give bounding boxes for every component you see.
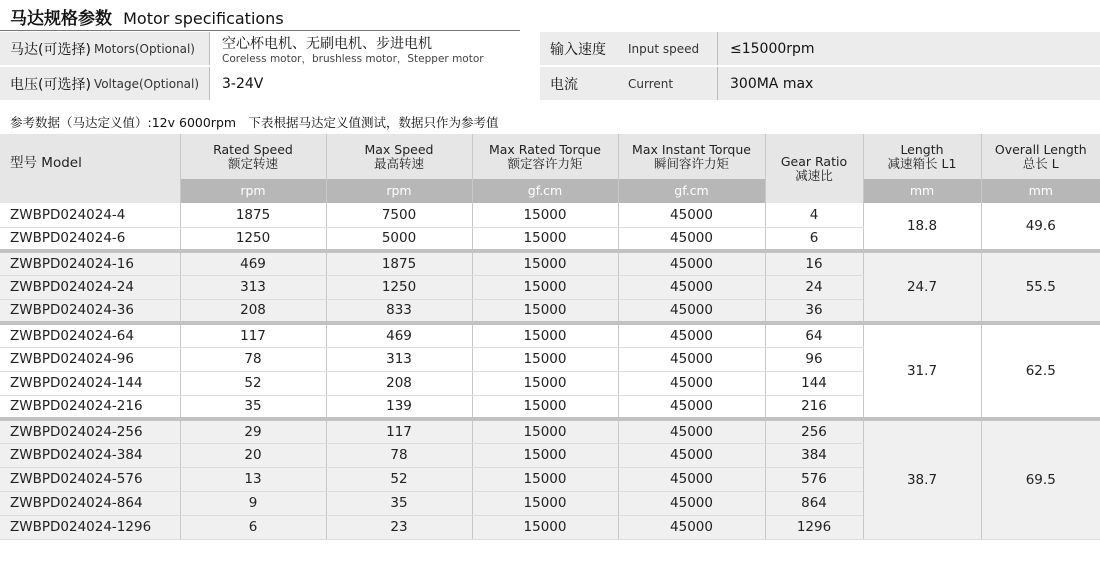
max-rated-torque-cell: 15000	[472, 515, 618, 539]
max-rated-torque-cell: 15000	[472, 275, 618, 299]
unit-cell: rpm	[326, 179, 472, 203]
max-instant-torque-cell: 45000	[618, 467, 765, 491]
max-speed-cell: 1250	[326, 275, 472, 299]
overall-length-cell: 49.6	[981, 203, 1100, 251]
spec-row-motors	[0, 32, 520, 67]
table-row	[0, 203, 1100, 227]
header-cn: 减速比	[795, 167, 833, 183]
column-header-rated-speed	[180, 134, 326, 179]
max-rated-torque-cell: 15000	[472, 323, 618, 347]
max-speed-cell: 139	[326, 395, 472, 419]
model-cell: ZWBPD024024-64	[0, 323, 180, 347]
spec-label-en: Voltage(Optional)	[93, 76, 200, 91]
rated-speed-cell: 208	[180, 299, 326, 323]
gear-ratio-cell: 24	[765, 275, 863, 299]
max-speed-cell: 208	[326, 371, 472, 395]
max-speed-cell: 469	[326, 323, 472, 347]
unit-cell: gf.cm	[472, 179, 618, 203]
gear-ratio-cell: 4	[765, 203, 863, 227]
max-speed-cell: 78	[326, 443, 472, 467]
header-cn: 额定容许力矩	[507, 155, 583, 171]
max-rated-torque-cell: 15000	[472, 347, 618, 371]
model-cell: ZWBPD024024-256	[0, 419, 180, 443]
unit-cell: rpm	[180, 179, 326, 203]
max-instant-torque-cell: 45000	[618, 395, 765, 419]
header-en: Max Instant Torque	[632, 141, 751, 157]
rated-speed-cell: 117	[180, 323, 326, 347]
column-header-max-speed	[326, 134, 472, 179]
max-instant-torque-cell: 45000	[618, 419, 765, 443]
model-cell: ZWBPD024024-864	[0, 491, 180, 515]
page-title	[10, 4, 284, 30]
gear-ratio-cell: 6	[765, 227, 863, 251]
max-speed-cell: 23	[326, 515, 472, 539]
max-instant-torque-cell: 45000	[618, 323, 765, 347]
rated-speed-cell: 20	[180, 443, 326, 467]
rated-speed-cell: 52	[180, 371, 326, 395]
spec-label-cn: 电压(可选择)	[10, 76, 91, 93]
spec-value-main: 300MA max	[730, 75, 814, 92]
spec-value-main: ≤15000rpm	[730, 40, 815, 57]
spec-label	[540, 67, 718, 100]
reference-note: 参考数据（马达定义值）:12v 6000rpm 下表根据马达定义值测试，数据只作为参考值	[10, 115, 499, 130]
table-row	[0, 323, 1100, 347]
rated-speed-cell: 1875	[180, 203, 326, 227]
spec-label-cn: 输入速度	[550, 41, 606, 58]
max-speed-cell: 1875	[326, 251, 472, 275]
table-row	[0, 419, 1100, 443]
max-rated-torque-cell: 15000	[472, 251, 618, 275]
header-en: Length	[900, 141, 944, 157]
gear-ratio-cell: 96	[765, 347, 863, 371]
max-instant-torque-cell: 45000	[618, 515, 765, 539]
max-rated-torque-cell: 15000	[472, 467, 618, 491]
spec-value	[718, 67, 1100, 100]
max-speed-cell: 117	[326, 419, 472, 443]
max-instant-torque-cell: 45000	[618, 443, 765, 467]
max-instant-torque-cell: 45000	[618, 275, 765, 299]
model-cell: ZWBPD024024-4	[0, 203, 180, 227]
length-cell: 31.7	[863, 323, 981, 419]
gear-ratio-cell: 144	[765, 371, 863, 395]
rated-speed-cell: 1250	[180, 227, 326, 251]
table-group	[0, 419, 1100, 539]
page-title-cn: 马达规格参数	[10, 9, 112, 29]
rated-speed-cell: 29	[180, 419, 326, 443]
model-cell: ZWBPD024024-16	[0, 251, 180, 275]
header-cn: 额定转速	[227, 155, 278, 171]
header-cn: 最高转速	[373, 155, 424, 171]
gear-ratio-cell: 256	[765, 419, 863, 443]
spec-value	[210, 32, 520, 65]
spec-label	[0, 32, 210, 65]
max-speed-cell: 7500	[326, 203, 472, 227]
gear-ratio-cell: 576	[765, 467, 863, 491]
spec-row-input-speed	[540, 32, 1100, 67]
rated-speed-cell: 9	[180, 491, 326, 515]
header-en: Gear Ratio	[780, 153, 848, 169]
spec-row-voltage	[0, 67, 520, 102]
spec-label-cn: 电流	[550, 76, 578, 93]
column-header-overall-length	[981, 134, 1100, 179]
header-en: Max Rated Torque	[488, 141, 601, 157]
spec-panel-left	[0, 32, 520, 102]
table-header-row	[0, 134, 1100, 179]
max-speed-cell: 35	[326, 491, 472, 515]
max-instant-torque-cell: 45000	[618, 371, 765, 395]
rated-speed-cell: 78	[180, 347, 326, 371]
page-title-en: Motor specifications	[123, 9, 284, 28]
model-cell: ZWBPD024024-384	[0, 443, 180, 467]
rated-speed-cell: 469	[180, 251, 326, 275]
header-cn: 总长 L	[1022, 155, 1059, 171]
gear-ratio-cell: 216	[765, 395, 863, 419]
max-instant-torque-cell: 45000	[618, 251, 765, 275]
overall-length-cell: 69.5	[981, 419, 1100, 539]
rated-speed-cell: 13	[180, 467, 326, 491]
spec-label-en: Input speed	[628, 41, 700, 56]
length-cell: 38.7	[863, 419, 981, 539]
model-cell: ZWBPD024024-96	[0, 347, 180, 371]
model-cell: ZWBPD024024-6	[0, 227, 180, 251]
model-cell: ZWBPD024024-24	[0, 275, 180, 299]
header-en: Max Speed	[364, 141, 434, 157]
spec-table	[0, 134, 1100, 540]
model-cell: ZWBPD024024-576	[0, 467, 180, 491]
max-instant-torque-cell: 45000	[618, 203, 765, 227]
column-header-max-rated-torque	[472, 134, 618, 179]
max-instant-torque-cell: 45000	[618, 347, 765, 371]
gear-ratio-cell: 36	[765, 299, 863, 323]
model-cell: ZWBPD024024-1296	[0, 515, 180, 539]
max-rated-torque-cell: 15000	[472, 395, 618, 419]
model-cell: ZWBPD024024-144	[0, 371, 180, 395]
header-en: Overall Length	[994, 141, 1087, 157]
spec-row-current	[540, 67, 1100, 102]
model-cell: ZWBPD024024-216	[0, 395, 180, 419]
unit-cell: mm	[863, 179, 981, 203]
max-rated-torque-cell: 15000	[472, 491, 618, 515]
table-group	[0, 203, 1100, 251]
rated-speed-cell: 6	[180, 515, 326, 539]
title-divider	[0, 30, 520, 31]
table-group	[0, 251, 1100, 323]
spec-value-main: 空心杯电机、无刷电机、步进电机	[222, 35, 432, 52]
max-rated-torque-cell: 15000	[472, 203, 618, 227]
header-cn: 减速箱长 L1	[887, 155, 957, 171]
gear-ratio-cell: 864	[765, 491, 863, 515]
gear-ratio-cell: 16	[765, 251, 863, 275]
spec-label-en: Current	[628, 76, 674, 91]
max-instant-torque-cell: 45000	[618, 227, 765, 251]
max-speed-cell: 52	[326, 467, 472, 491]
spec-label-cn: 马达(可选择)	[10, 41, 91, 58]
spec-value	[210, 67, 520, 100]
table-group	[0, 323, 1100, 419]
max-rated-torque-cell: 15000	[472, 443, 618, 467]
max-rated-torque-cell: 15000	[472, 227, 618, 251]
spec-label-en: Motors(Optional)	[93, 41, 195, 56]
spec-value-sub: Coreless motor，brushless motor，Stepper motor	[222, 52, 484, 65]
max-rated-torque-cell: 15000	[472, 419, 618, 443]
max-speed-cell: 833	[326, 299, 472, 323]
overall-length-cell: 55.5	[981, 251, 1100, 323]
rated-speed-cell: 313	[180, 275, 326, 299]
gear-ratio-cell: 1296	[765, 515, 863, 539]
header-cn: 瞬间容许力矩	[653, 155, 729, 171]
spec-value-main: 3-24V	[222, 75, 264, 92]
column-header-length	[863, 134, 981, 179]
table-row	[0, 251, 1100, 275]
max-instant-torque-cell: 45000	[618, 491, 765, 515]
column-header-gear-ratio	[765, 134, 863, 203]
header-en: Rated Speed	[213, 141, 293, 157]
column-header-max-instant-torque	[618, 134, 765, 179]
spec-label	[0, 67, 210, 100]
length-cell: 24.7	[863, 251, 981, 323]
spec-label	[540, 32, 718, 65]
length-cell: 18.8	[863, 203, 981, 251]
max-rated-torque-cell: 15000	[472, 299, 618, 323]
gear-ratio-cell: 64	[765, 323, 863, 347]
max-rated-torque-cell: 15000	[472, 371, 618, 395]
gear-ratio-cell: 384	[765, 443, 863, 467]
max-speed-cell: 313	[326, 347, 472, 371]
unit-cell: gf.cm	[618, 179, 765, 203]
model-column-header: 型号 Model	[0, 134, 180, 203]
max-instant-torque-cell: 45000	[618, 299, 765, 323]
unit-cell: mm	[981, 179, 1100, 203]
overall-length-cell: 62.5	[981, 323, 1100, 419]
spec-value	[718, 32, 1100, 65]
max-speed-cell: 5000	[326, 227, 472, 251]
spec-panel-right	[540, 32, 1100, 102]
model-cell: ZWBPD024024-36	[0, 299, 180, 323]
rated-speed-cell: 35	[180, 395, 326, 419]
